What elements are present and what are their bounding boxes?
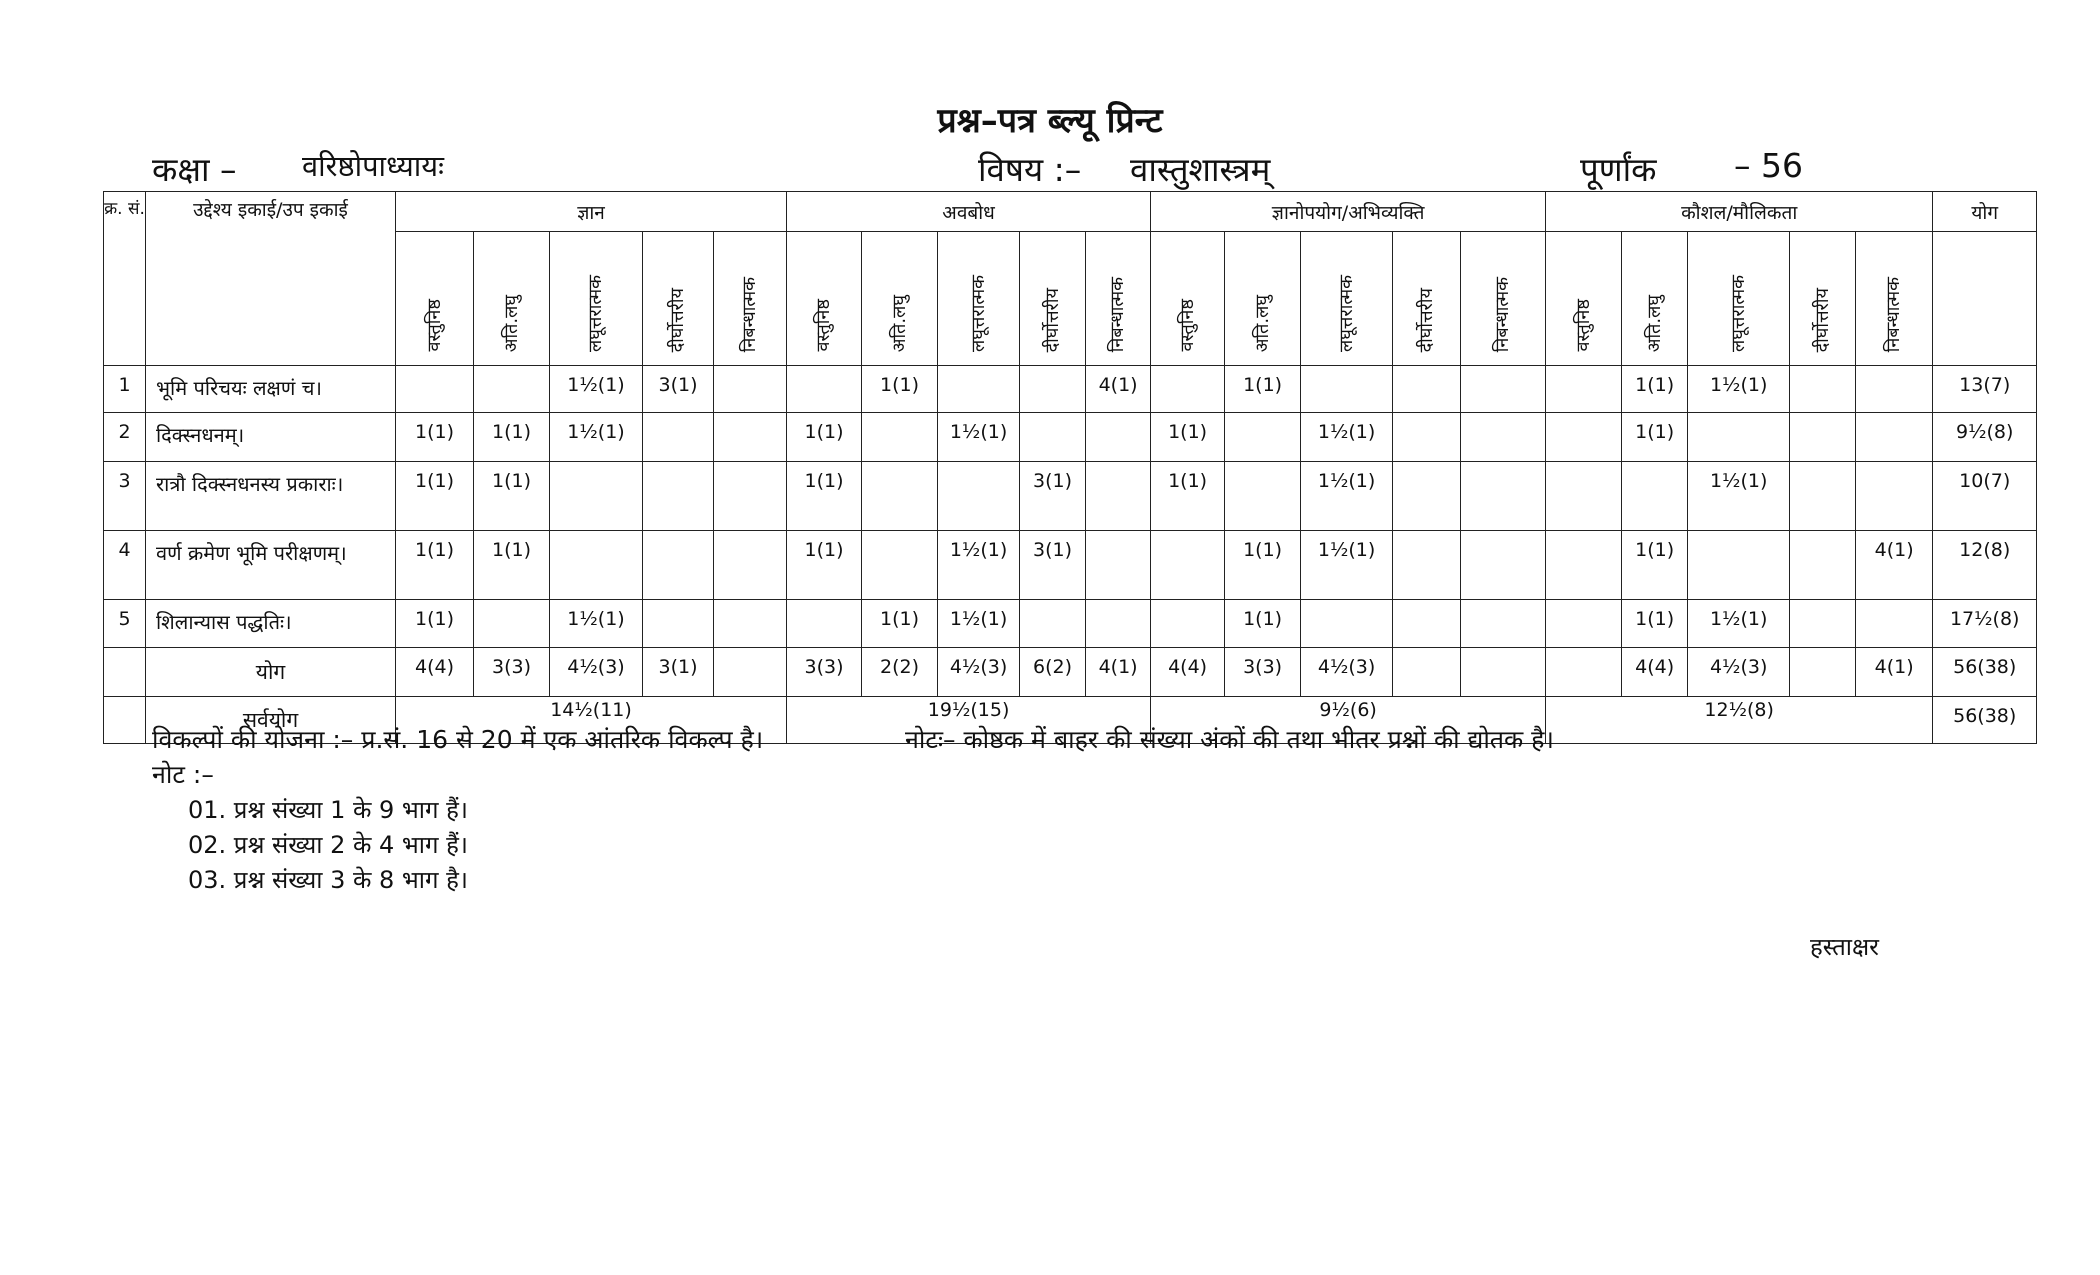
table-cell: 1½(1) bbox=[938, 531, 1020, 600]
table-cell bbox=[1461, 413, 1546, 462]
table-cell: 1½(1) bbox=[550, 366, 643, 413]
yog-cell: 4(4) bbox=[1151, 648, 1225, 697]
table-cell bbox=[1546, 366, 1622, 413]
bracket-note: नोटः– कोष्ठक में बाहर की संख्या अंकों की तथा भीतर प्रश्नों की द्योतक है। bbox=[905, 725, 1554, 754]
table-cell: 1(1) bbox=[862, 600, 938, 648]
row-total: 17½(8) bbox=[1933, 600, 2037, 648]
table-cell: 1(1) bbox=[1622, 366, 1688, 413]
row-total: 13(7) bbox=[1933, 366, 2037, 413]
row-total: 12(8) bbox=[1933, 531, 2037, 600]
yog-cell: 4½(3) bbox=[1688, 648, 1790, 697]
yog-cell: 3(3) bbox=[474, 648, 550, 697]
subcolumn-header bbox=[1301, 232, 1393, 366]
table-cell: 1½(1) bbox=[1301, 413, 1393, 462]
subcolumn-label: अति.लघु bbox=[1251, 294, 1273, 352]
table-cell bbox=[550, 531, 643, 600]
table-cell bbox=[1301, 600, 1393, 648]
yog-cell: 2(2) bbox=[862, 648, 938, 697]
subcolumn-header bbox=[1546, 232, 1622, 366]
table-cell bbox=[1790, 600, 1856, 648]
page-title: प्रश्न–पत्र ब्ल्यू प्रिन्ट bbox=[937, 101, 1163, 141]
table-cell bbox=[1151, 531, 1225, 600]
table-cell bbox=[643, 531, 714, 600]
yog-cell: 6(2) bbox=[1020, 648, 1086, 697]
subcolumn-header bbox=[862, 232, 938, 366]
yog-cell: 4(4) bbox=[1622, 648, 1688, 697]
table-cell bbox=[1461, 531, 1546, 600]
total-header: योग bbox=[1933, 192, 2037, 232]
note-item: 03. प्रश्न संख्या 3 के 8 भाग है। bbox=[188, 866, 469, 894]
group-header-avabodh: अवबोध bbox=[787, 192, 1151, 232]
subcolumn-label: निबन्धात्मक bbox=[739, 276, 761, 352]
table-cell bbox=[1856, 600, 1933, 648]
yog-total: 56(38) bbox=[1933, 648, 2037, 697]
table-cell bbox=[714, 366, 787, 413]
subcolumn-header bbox=[550, 232, 643, 366]
unit-name: शिलान्यास पद्धतिः। bbox=[146, 600, 396, 648]
subcolumn-label: लघूत्तरात्मक bbox=[585, 275, 606, 352]
table-cell: 1½(1) bbox=[550, 413, 643, 462]
table-cell bbox=[1086, 600, 1151, 648]
group-header-gyanopyog: ज्ञानोपयोग/अभिव्यक्ति bbox=[1151, 192, 1546, 232]
signature-label: हस्ताक्षर bbox=[1810, 933, 1879, 961]
subcolumn-label: निबन्धात्मक bbox=[1492, 276, 1514, 352]
table-cell: 1½(1) bbox=[938, 413, 1020, 462]
table-cell bbox=[1393, 531, 1461, 600]
table-cell bbox=[1086, 462, 1151, 531]
table-cell bbox=[1688, 413, 1790, 462]
table-cell bbox=[1393, 413, 1461, 462]
grand-group-total: 12½(8) bbox=[1546, 697, 1933, 744]
subcolumn-label: लघूत्तरात्मक bbox=[967, 275, 989, 352]
table-cell: 1½(1) bbox=[1688, 462, 1790, 531]
table-cell bbox=[1790, 413, 1856, 462]
table-cell: 1(1) bbox=[787, 531, 862, 600]
table-cell bbox=[1301, 366, 1393, 413]
table-cell bbox=[1461, 462, 1546, 531]
subcolumn-header-empty bbox=[1933, 232, 2037, 366]
subcolumn-header bbox=[1225, 232, 1301, 366]
subcolumn-header bbox=[1622, 232, 1688, 366]
subcolumn-header bbox=[643, 232, 714, 366]
table-cell bbox=[1622, 462, 1688, 531]
table-cell: 1(1) bbox=[1622, 531, 1688, 600]
serial-number: 4 bbox=[104, 531, 146, 600]
table-cell: 1(1) bbox=[1151, 462, 1225, 531]
table-cell bbox=[1020, 366, 1086, 413]
table-cell bbox=[938, 462, 1020, 531]
serial-number-header: क्र. सं. bbox=[104, 192, 146, 366]
table-cell: 1(1) bbox=[862, 366, 938, 413]
table-cell: 1½(1) bbox=[1688, 366, 1790, 413]
subcolumn-label: दीर्घोत्तरीय bbox=[1415, 287, 1437, 352]
subcolumn-header bbox=[1790, 232, 1856, 366]
table-cell bbox=[938, 366, 1020, 413]
table-cell: 1(1) bbox=[396, 462, 474, 531]
table-cell: 1(1) bbox=[1225, 600, 1301, 648]
table-cell bbox=[1393, 600, 1461, 648]
table-cell: 1(1) bbox=[396, 531, 474, 600]
subcolumn-header bbox=[474, 232, 550, 366]
yog-cell: 4(4) bbox=[396, 648, 474, 697]
yog-cell: 3(3) bbox=[787, 648, 862, 697]
yog-cell: 4(1) bbox=[1856, 648, 1933, 697]
table-cell bbox=[643, 600, 714, 648]
yog-cell bbox=[1393, 648, 1461, 697]
table-cell: 4(1) bbox=[1856, 531, 1933, 600]
serial-number: 2 bbox=[104, 413, 146, 462]
table-cell: 1½(1) bbox=[1301, 531, 1393, 600]
table-cell bbox=[1790, 462, 1856, 531]
table-cell: 1(1) bbox=[474, 462, 550, 531]
yog-empty bbox=[104, 648, 146, 697]
table-cell: 1(1) bbox=[787, 462, 862, 531]
table-cell: 1(1) bbox=[1151, 413, 1225, 462]
note-item: 02. प्रश्न संख्या 2 के 4 भाग हैं। bbox=[188, 831, 469, 859]
table-cell bbox=[1790, 366, 1856, 413]
subcolumn-label: लघूत्तरात्मक bbox=[1727, 275, 1749, 352]
table-cell bbox=[1546, 462, 1622, 531]
table-cell bbox=[714, 531, 787, 600]
class-value: वरिष्ठोपाध्यायः bbox=[302, 149, 444, 183]
row-total: 10(7) bbox=[1933, 462, 2037, 531]
table-cell: 1(1) bbox=[396, 600, 474, 648]
table-cell bbox=[1225, 462, 1301, 531]
subcolumn-label: लघूत्तरात्मक bbox=[1335, 275, 1357, 352]
yog-cell bbox=[714, 648, 787, 697]
table-cell: 1(1) bbox=[1225, 531, 1301, 600]
table-cell bbox=[1856, 462, 1933, 531]
table-cell bbox=[396, 366, 474, 413]
row-total: 9½(8) bbox=[1933, 413, 2037, 462]
subcolumn-header bbox=[1393, 232, 1461, 366]
table-row bbox=[104, 462, 2037, 531]
group-header-gyan: ज्ञान bbox=[396, 192, 787, 232]
table-cell: 1½(1) bbox=[1688, 600, 1790, 648]
serial-number: 1 bbox=[104, 366, 146, 413]
table-cell bbox=[1020, 600, 1086, 648]
subcolumn-header bbox=[1688, 232, 1790, 366]
blueprint-table bbox=[103, 191, 2037, 744]
subcolumn-header bbox=[714, 232, 787, 366]
table-cell bbox=[1546, 531, 1622, 600]
options-scheme-note: विकल्पों की योजना :– प्र.सं. 16 से 20 में एक आंतरिक विकल्प है। bbox=[152, 725, 764, 754]
table-row bbox=[104, 366, 2037, 413]
subcolumn-label: वस्तुनिष्ठ bbox=[423, 299, 445, 352]
class-label: कक्षा – bbox=[152, 150, 237, 189]
yog-cell: 4½(3) bbox=[550, 648, 643, 697]
unit-name: दिक्स्नधनम्। bbox=[146, 413, 396, 462]
subcolumn-header bbox=[1856, 232, 1933, 366]
subcolumn-header bbox=[1151, 232, 1225, 366]
subcolumn-label: दीर्घोत्तरीय bbox=[1041, 287, 1063, 352]
table-cell bbox=[862, 531, 938, 600]
unit-name: वर्ण क्रमेण भूमि परीक्षणम्। bbox=[146, 531, 396, 600]
table-cell: 4(1) bbox=[1086, 366, 1151, 413]
note-item: 01. प्रश्न संख्या 1 के 9 भाग हैं। bbox=[188, 796, 469, 824]
table-cell bbox=[1393, 366, 1461, 413]
yog-cell: 3(1) bbox=[643, 648, 714, 697]
subcolumn-header bbox=[938, 232, 1020, 366]
table-row bbox=[104, 600, 2037, 648]
table-cell: 1½(1) bbox=[938, 600, 1020, 648]
subcolumn-label: अति.लघु bbox=[500, 294, 522, 352]
table-row bbox=[104, 531, 2037, 600]
table-cell bbox=[1546, 600, 1622, 648]
table-cell bbox=[714, 413, 787, 462]
table-cell: 3(1) bbox=[1020, 462, 1086, 531]
table-cell bbox=[787, 366, 862, 413]
subject-value: वास्तुशास्त्रम् bbox=[1130, 150, 1271, 189]
table-cell: 1(1) bbox=[474, 413, 550, 462]
grand-group-total: 19½(15) bbox=[787, 697, 1151, 744]
grand-total: 56(38) bbox=[1933, 697, 2037, 744]
unit-header: उद्देश्य इकाई/उप इकाई bbox=[146, 192, 396, 366]
table-cell bbox=[1151, 366, 1225, 413]
table-cell: 3(1) bbox=[643, 366, 714, 413]
table-cell: 1½(1) bbox=[550, 600, 643, 648]
table-cell: 1(1) bbox=[787, 413, 862, 462]
grand-group-total: 14½(11) bbox=[396, 697, 787, 744]
table-cell: 1(1) bbox=[396, 413, 474, 462]
table-cell bbox=[1225, 413, 1301, 462]
table-cell bbox=[862, 413, 938, 462]
table-cell bbox=[1790, 531, 1856, 600]
table-cell bbox=[1856, 366, 1933, 413]
grand-empty bbox=[104, 697, 146, 744]
table-cell bbox=[1856, 413, 1933, 462]
table-cell: 3(1) bbox=[1020, 531, 1086, 600]
serial-number: 5 bbox=[104, 600, 146, 648]
group-header-kaushal: कौशल/मौलिकता bbox=[1546, 192, 1933, 232]
table-cell bbox=[1461, 366, 1546, 413]
grand-group-total: 9½(6) bbox=[1151, 697, 1546, 744]
yog-row bbox=[104, 648, 2037, 697]
subcolumn-label: निबन्धात्मक bbox=[1883, 276, 1905, 352]
full-marks-label: पूर्णांक bbox=[1580, 150, 1657, 189]
table-cell bbox=[474, 600, 550, 648]
table-cell bbox=[550, 462, 643, 531]
table-cell bbox=[1151, 600, 1225, 648]
table-cell: 1(1) bbox=[474, 531, 550, 600]
table-cell: 1(1) bbox=[1225, 366, 1301, 413]
yog-cell bbox=[1461, 648, 1546, 697]
subcolumn-label: वस्तुनिष्ठ bbox=[1572, 299, 1594, 352]
yog-cell: 4½(3) bbox=[938, 648, 1020, 697]
table-cell bbox=[643, 462, 714, 531]
yog-cell bbox=[1790, 648, 1856, 697]
table-cell: 1(1) bbox=[1622, 600, 1688, 648]
table-row bbox=[104, 413, 2037, 462]
subcolumn-header bbox=[1461, 232, 1546, 366]
yog-label: योग bbox=[146, 648, 396, 697]
subject-label: विषय :– bbox=[978, 150, 1082, 189]
subcolumn-label: वस्तुनिष्ठ bbox=[1176, 299, 1198, 352]
table-cell bbox=[1020, 413, 1086, 462]
unit-name: रात्रौ दिक्स्नधनस्य प्रकाराः। bbox=[146, 462, 396, 531]
note-heading: नोट :– bbox=[152, 760, 214, 789]
subcolumn-label: अति.लघु bbox=[888, 294, 910, 352]
table-cell bbox=[1393, 462, 1461, 531]
subcolumn-label: निबन्धात्मक bbox=[1107, 276, 1129, 352]
table-cell bbox=[714, 600, 787, 648]
table-cell bbox=[1086, 531, 1151, 600]
table-cell bbox=[474, 366, 550, 413]
table-cell bbox=[787, 600, 862, 648]
unit-name: भूमि परिचयः लक्षणं च। bbox=[146, 366, 396, 413]
subcolumn-header bbox=[396, 232, 474, 366]
table-cell bbox=[862, 462, 938, 531]
subcolumn-label: दीर्घोत्तरीय bbox=[667, 287, 688, 352]
table-cell: 1½(1) bbox=[1301, 462, 1393, 531]
subcolumn-label: अति.लघु bbox=[1643, 294, 1665, 352]
table-cell bbox=[643, 413, 714, 462]
table-cell bbox=[1086, 413, 1151, 462]
subcolumn-label: दीर्घोत्तरीय bbox=[1811, 287, 1833, 352]
yog-cell: 4(1) bbox=[1086, 648, 1151, 697]
table-cell bbox=[1688, 531, 1790, 600]
yog-cell: 4½(3) bbox=[1301, 648, 1393, 697]
table-cell: 1(1) bbox=[1622, 413, 1688, 462]
yog-cell bbox=[1546, 648, 1622, 697]
subcolumn-header bbox=[787, 232, 862, 366]
table-cell bbox=[1461, 600, 1546, 648]
table-cell bbox=[714, 462, 787, 531]
serial-number: 3 bbox=[104, 462, 146, 531]
subcolumn-header bbox=[1020, 232, 1086, 366]
table-cell bbox=[1546, 413, 1622, 462]
grand-label: सर्वयोग bbox=[146, 697, 396, 744]
subcolumn-label: वस्तुनिष्ठ bbox=[813, 299, 835, 352]
table-body bbox=[104, 366, 2037, 744]
yog-cell: 3(3) bbox=[1225, 648, 1301, 697]
full-marks-value: – 56 bbox=[1734, 146, 1803, 185]
subcolumn-header bbox=[1086, 232, 1151, 366]
